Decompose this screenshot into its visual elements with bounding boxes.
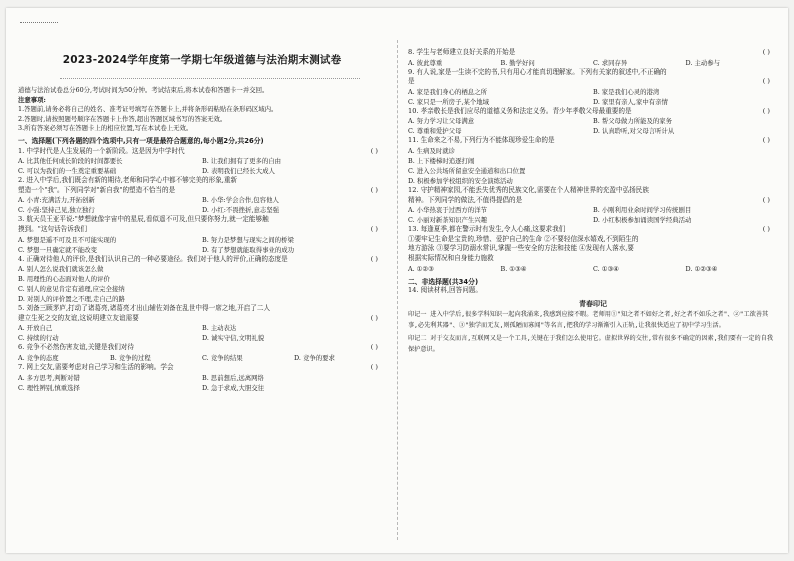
answer-option[interactable]: D. 积极参加学校组织的安全演练活动 [408, 176, 513, 185]
question-stem [408, 186, 778, 196]
answer-option[interactable]: A. 小华热衷于过西方的洋节 [408, 206, 487, 215]
answer-option[interactable]: D. 诚实守信,文明礼貌 [202, 334, 265, 343]
question-text: 1. 中学时代是人生发展的一个新阶段。这是因为中学时代 [18, 146, 185, 155]
answer-paren: ( ) [370, 224, 378, 233]
exam-instructions [18, 86, 386, 393]
question-stem [408, 107, 778, 117]
answer-option[interactable]: D. 急于求成,大胆交往 [202, 383, 265, 392]
question-text: 4. 正确对待他人的评价,是我们认识自己的一种必要途径。我们对于他人的评价,正确的态度是 [18, 254, 288, 263]
answer-paren: ( ) [762, 225, 770, 234]
answer-option[interactable]: C. ①③④ [593, 264, 619, 273]
answer-option[interactable]: C. 持续的行动 [18, 334, 59, 343]
option-group [408, 87, 778, 107]
answer-option[interactable]: C. 竞争的结果 [202, 353, 243, 362]
answer-option[interactable]: D. ①②③④ [685, 264, 718, 273]
option-group [408, 116, 778, 136]
question-text: 3. 航天员王亚平说:"梦想就像宇宙中的星辰,看似遥不可及,但只要你努力,就一定能够触 [18, 215, 269, 224]
answer-paren: ( ) [370, 185, 378, 194]
answer-option[interactable]: C. 求同存异 [593, 58, 628, 67]
question-text: 10. 孝亲敬长是我们应尽的道德义务和法定义务。青少年孝敬父母最重要的是 [408, 106, 632, 115]
answer-option[interactable]: A. 彼此尊重 [408, 58, 443, 67]
answer-paren: ( ) [762, 136, 770, 145]
answer-option[interactable]: B. 小华:学会合作,包容他人 [202, 196, 279, 205]
essay-paragraph-1: 印记一 进入中学后,很多学科知识一起向我涌来,我感到应接不暇。老师用①"知之者不如好之者,好之者不如乐之者"、②"工欲善其事,必先利其器"、③"独学而无友,则孤陋而寡闻"等名言,把我的学习渐渐引入正轨,让我很快适应了初中学习生活。 [408, 311, 769, 330]
question-statement: ①要牢记生命是宝贵的,珍惜、爱护自己的生命 ②不要轻信深水嬉戏,不到陌生的 [408, 234, 639, 243]
question-statement: 根据实际情况和自身能力施救 [408, 253, 494, 262]
answer-option[interactable]: C. 理性辨别,慎重选择 [18, 383, 80, 392]
option-group [408, 146, 778, 186]
answer-option[interactable]: A. 家是我们身心的栖息之所 [408, 87, 487, 96]
question-text: 是 [408, 77, 415, 86]
essay-paragraph-2: 印记二 对于交友而言,互联网又是一个工具,关键在于我们怎么使用它。虚拟世界的交往,常有很多不确定的因素,我们要有一定的自我保护意识。 [408, 335, 774, 354]
answer-option[interactable]: B. 上下楼梯时追逐打闹 [408, 156, 475, 165]
question-stem-cont [18, 314, 386, 324]
answer-paren: ( ) [762, 106, 770, 115]
question-text: 7. 网上交友,需要考虑对自己学习和生活的影响。学会 [18, 362, 174, 371]
instruction-2: 2.答题时,请按照题号顺序在答题卡上作答,超出答题区域书写的答案无效。 [18, 114, 227, 123]
answer-option[interactable]: D. 认真聆听,对父母言听计从 [593, 127, 675, 136]
answer-paren: ( ) [762, 195, 770, 204]
answer-option[interactable]: A. 多方思考,判断对错 [18, 373, 80, 382]
question-stem-cont [408, 77, 778, 87]
answer-option[interactable]: A. 比其他任何成长阶段的时间都要长 [18, 157, 123, 166]
left-question-list [18, 147, 386, 393]
question-stem [18, 363, 386, 373]
option-group [18, 323, 386, 343]
answer-option[interactable]: B. 用理性的心态面对他人的评价 [18, 275, 110, 284]
option-group [18, 373, 386, 393]
option-group [18, 353, 386, 363]
question-text: 9. 有人说,家是一生读不完的书,只有用心才能真切理解家。下列有关家的叙述中,不正确的 [408, 67, 667, 76]
question-stem-cont [408, 196, 778, 206]
question-stem [408, 68, 778, 78]
answer-option[interactable]: A. 梦想是遥不可及且不可能实现的 [18, 235, 117, 244]
question-text: 11. 生命来之不易,下列行为不能体现珍爱生命的是 [408, 136, 555, 145]
option-group [18, 195, 386, 215]
exam-title: 2023-2024学年度第一学期七年级道德与法治期末测试卷 [62, 54, 342, 66]
binding-line [60, 78, 360, 79]
answer-option[interactable]: B. 竞争的过程 [110, 353, 151, 362]
answer-option[interactable]: A. 开放自己 [18, 324, 53, 333]
question-text: 12. 守护精神家园,不能丢失优秀的民族文化,需要在个人精神世界的充盈中弘扬民族 [408, 185, 649, 194]
answer-paren: ( ) [762, 77, 770, 86]
answer-option[interactable]: B. 帮父母做力所能及的家务 [593, 117, 673, 126]
option-group [408, 264, 778, 274]
answer-option[interactable]: D. 表明我们已经长大成人 [202, 167, 275, 176]
question-text: 2. 进入中学后,我们既会有新的期待,老师和同学心中都不够完美的形象,重新 [18, 176, 238, 185]
answer-option[interactable]: D. 主动参与 [685, 58, 721, 67]
answer-option[interactable]: B. 让我们拥有了更多的自由 [202, 157, 282, 166]
question-text: 塑造一个"我"。下列同学对"新自我"的塑造不恰当的是 [18, 185, 176, 194]
right-column [408, 48, 778, 355]
answer-option[interactable]: D. 小红积极参加诵读国学经典活动 [593, 216, 692, 225]
question-stem [408, 136, 778, 146]
answer-option[interactable]: A. 努力学习让父母满意 [408, 117, 475, 126]
answer-option[interactable]: C. 可以为我们的一生奠定重要基础 [18, 167, 117, 176]
question-text: 建立生死之交的友谊,这说明建立友谊需要 [18, 313, 139, 322]
instruction-total: 道德与法治试卷总分60分,考试时间为50分钟。考试结束后,将本试卷和答题卡一并交回。 [18, 86, 269, 94]
question-text: 摸到。"这句话告诉我们 [18, 224, 87, 233]
answer-option[interactable]: D. 小红:不畏挫折,意志坚强 [202, 206, 280, 215]
answer-option[interactable]: C. 梦想一旦确定就不能改变 [18, 245, 98, 254]
answer-option[interactable]: D. 对别人的评价置之不理,走自己的路 [18, 295, 125, 304]
answer-option[interactable]: A. ①②③ [408, 264, 434, 273]
answer-option[interactable]: B. 努力是梦想与现实之间的桥梁 [202, 235, 294, 244]
question-stem-cont [18, 225, 386, 235]
answer-option[interactable]: B. 勤学好问 [500, 58, 535, 67]
answer-paren: ( ) [370, 343, 378, 352]
answer-option[interactable]: A. 竞争的态度 [18, 353, 59, 362]
answer-option[interactable]: D. 有了梦想就能取得事业的成功 [202, 245, 295, 254]
right-question-list [408, 48, 778, 274]
option-group [18, 235, 386, 255]
answer-option[interactable]: C. 进入公共场所留意安全通道和出口位置 [408, 166, 526, 175]
option-group [408, 205, 778, 225]
question-stem [408, 48, 778, 58]
answer-paren: ( ) [370, 254, 378, 263]
answer-option[interactable]: B. ①③④ [500, 264, 527, 273]
section-2-heading: 二、非选择题(共34分) [408, 277, 479, 286]
answer-paren: ( ) [370, 313, 378, 322]
question-text: 精神。下列同学的做法,不值得提倡的是 [408, 195, 523, 204]
answer-paren: ( ) [370, 146, 378, 155]
answer-option[interactable]: C. 小强:坚持己见,独立独行 [18, 206, 95, 215]
answer-option[interactable]: A. 生病及时就诊 [408, 146, 456, 155]
question-text: 6. 竞争不必然伤害友谊,关键是我们对待 [18, 343, 134, 352]
section-1-heading: 一、选择题(下列各题的四个选项中,只有一项是最符合题意的,每小题2分,共26分) [18, 136, 264, 145]
question-stem [18, 304, 386, 314]
question-stem [18, 255, 386, 265]
question-14: 14. 阅读材料,回答问题。 [408, 285, 483, 294]
instruction-3: 3.所有答案必须写在答题卡上的相应位置,写在本试卷上无效。 [18, 124, 193, 133]
question-statement: 地方游泳 ③要学习防溺水常识,掌握一些安全的方法和技能 ④发现有人落水,要 [408, 244, 634, 253]
answer-option[interactable]: A. 小青:充满活力,开拓创新 [18, 196, 95, 205]
answer-option[interactable]: D. 竞争的要求 [294, 353, 335, 362]
column-divider [397, 40, 398, 540]
answer-option[interactable]: C. 家只是一所房子,某个地域 [408, 97, 490, 106]
question-text: 5. 刘备三顾茅庐,打动了诸葛亮,诸葛亮才出山辅佐刘备在乱世中得一席之地,开启了二人 [18, 304, 271, 313]
answer-option[interactable]: C. 别人的意见肯定有道理,应完全接纳 [18, 285, 125, 294]
answer-paren: ( ) [370, 362, 378, 371]
answer-option[interactable]: C. 尊重和爱护父母 [408, 127, 462, 136]
instruction-head: 注意事项: [18, 95, 46, 104]
corner-mark [20, 22, 58, 23]
answer-option[interactable]: D. 家里有亲人,家中有亲情 [593, 97, 668, 106]
essay-title: 青春印记 [579, 300, 607, 309]
option-group [408, 58, 778, 68]
answer-option[interactable]: A. 别人怎么说我们就该怎么做 [18, 265, 104, 274]
question-stem [18, 147, 386, 157]
question-stem [18, 176, 386, 186]
instruction-1: 1.答题前,请务必将自己的姓名、准考证号填写在答题卡上,并将条形码粘贴在条形码区域内。 [18, 105, 278, 114]
question-stem [408, 225, 778, 235]
question-stem-cont [18, 186, 386, 196]
question-stem [18, 343, 386, 353]
answer-option[interactable]: C. 小丽对新茶知识产生兴趣 [408, 216, 488, 225]
option-group [18, 156, 386, 176]
option-group [18, 264, 386, 304]
question-text: 13. 每逢夏季,都在警示时有发生,令人心痛,这要求我们 [408, 225, 566, 234]
answer-option[interactable]: B. 思前想后,远离网络 [202, 373, 264, 382]
answer-option[interactable]: B. 小刚利用业余时间学习传统剧目 [593, 206, 692, 215]
question-text: 8. 学生与老师建立良好关系的开始是 [408, 48, 516, 56]
answer-option[interactable]: B. 主动表达 [202, 324, 237, 333]
answer-option[interactable]: B. 家是我们心灵的港湾 [593, 87, 660, 96]
answer-paren: ( ) [762, 48, 770, 56]
question-stem [18, 215, 386, 225]
